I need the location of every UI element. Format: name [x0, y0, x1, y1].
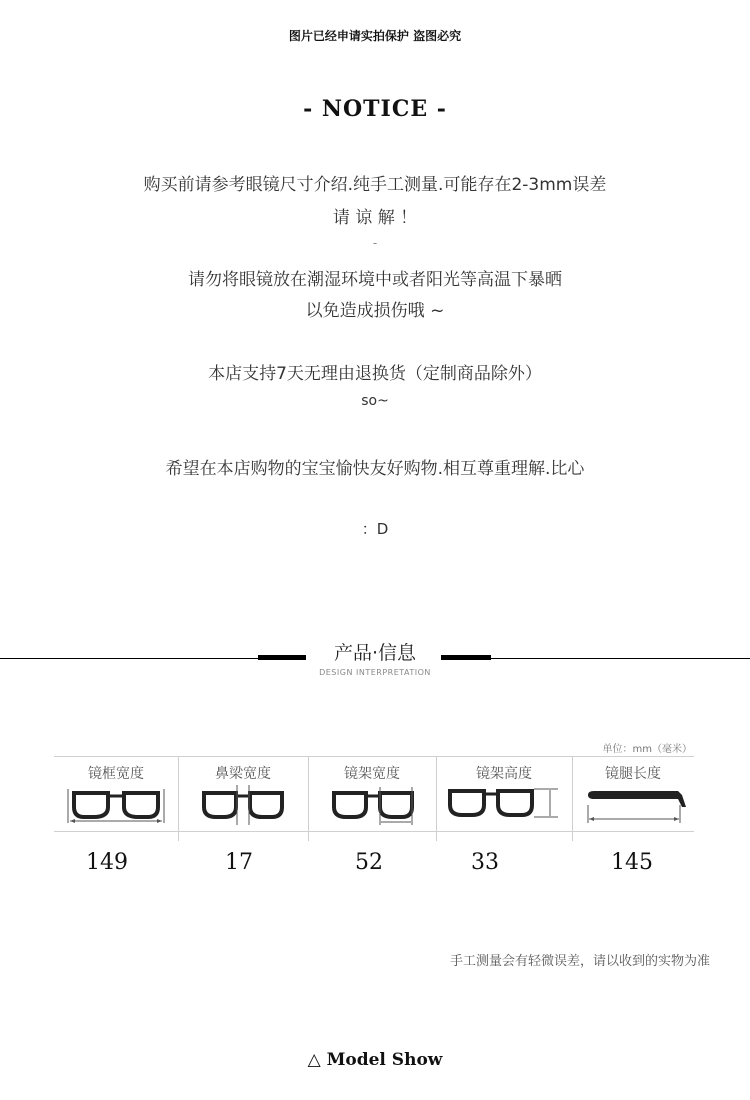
notice-line: 以免造成损伤哦 ~	[305, 301, 445, 321]
product-info-subtitle: DESIGN INTERPRETATION	[319, 668, 431, 677]
product-info-title: 产品·信息	[333, 642, 417, 664]
measurement-label: 镜框宽度	[88, 766, 144, 782]
measurement-cell-bridge-width	[178, 757, 308, 831]
notice-line: 本店支持7天无理由退换货（定制商品除外）	[208, 364, 542, 384]
model-show-title: △ Model Show	[307, 1050, 443, 1070]
notice-line: so~	[361, 393, 389, 409]
notice-line: 请 谅 解 ！	[332, 208, 418, 228]
measurement-table	[54, 756, 694, 832]
lens-height-icon	[446, 785, 562, 831]
measurement-footnote: 手工测量会有轻微误差，请以收到的实物为准	[449, 954, 710, 969]
measurement-label: 镜架高度	[476, 766, 532, 782]
measurement-label: 镜架宽度	[344, 766, 400, 782]
measurement-value: 33	[471, 850, 499, 875]
notice-line: 购买前请参考眼镜尺寸介绍.纯手工测量.可能存在2-3mm误差	[143, 175, 607, 195]
notice-line: 请勿将眼镜放在潮湿环境中或者阳光等高温下暴晒	[188, 270, 562, 290]
measurement-cell-lens-height	[436, 757, 572, 831]
temple-length-icon	[582, 785, 688, 831]
measurement-value: 149	[86, 850, 128, 875]
lens-width-icon	[330, 785, 416, 831]
notice-line: -	[372, 236, 378, 250]
unit-label: 单位：mm（毫米）	[602, 744, 692, 755]
measurement-cell-frame-width	[54, 757, 178, 831]
measurement-cell-lens-width	[308, 757, 436, 831]
measurement-cell-temple-length	[572, 757, 694, 831]
notice-title: - NOTICE -	[303, 96, 447, 122]
notice-line: 希望在本店购物的宝宝愉快友好购物.相互尊重理解.比心	[165, 459, 585, 479]
measurement-value: 17	[225, 850, 253, 875]
notice-line: ：D	[361, 520, 389, 538]
measurement-label: 鼻梁宽度	[215, 766, 271, 782]
frame-width-icon	[64, 785, 168, 831]
watermark-text: 图片已经申请实拍保护 盗图必究	[288, 29, 462, 43]
bridge-width-icon	[200, 785, 286, 831]
measurement-value: 52	[355, 850, 383, 875]
measurement-label: 镜腿长度	[605, 766, 661, 782]
measurement-value: 145	[611, 850, 653, 875]
